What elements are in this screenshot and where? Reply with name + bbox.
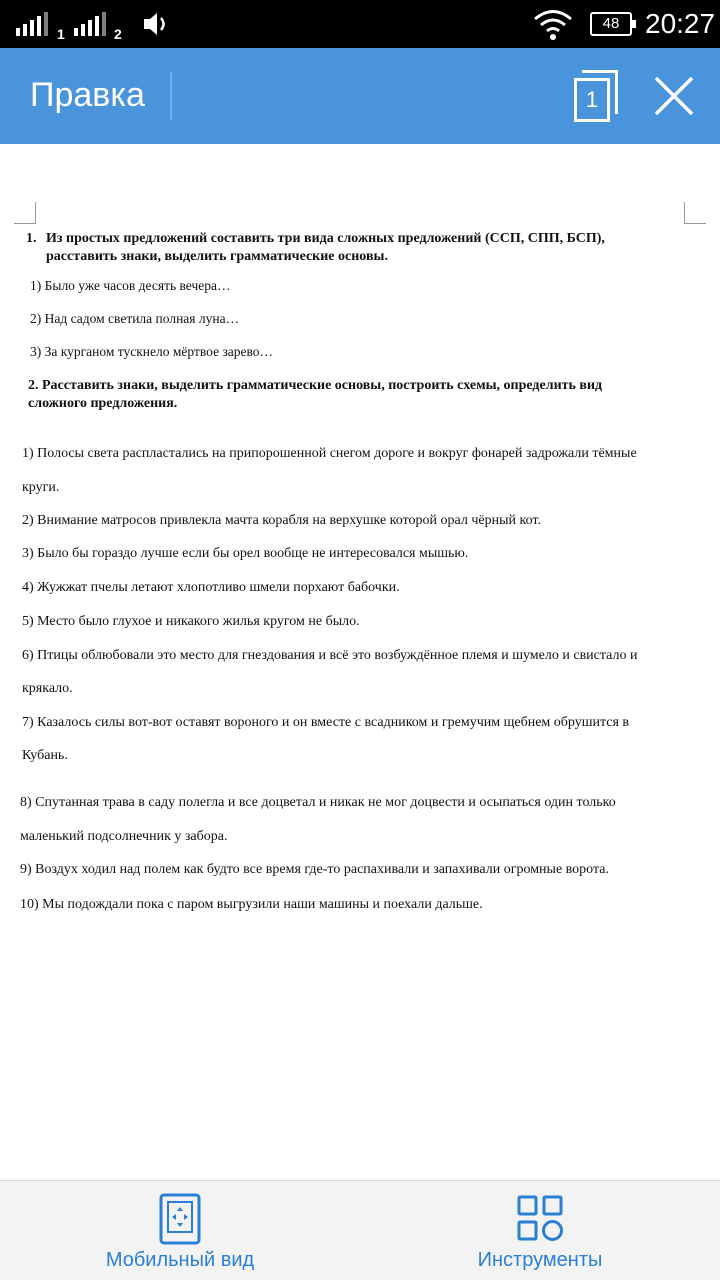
sim2-label: 2 xyxy=(114,26,122,42)
sentence: 3) Было бы гораздо лучше если бы орел вообще не интересовался мышью. xyxy=(22,546,469,561)
sentence: 3) За курганом тускнело мёртвое зарево… xyxy=(30,344,274,359)
sim1-label: 1 xyxy=(57,26,65,42)
status-bar xyxy=(0,0,720,48)
sentence: 10) Мы подождали пока с паром выгрузили наши машины и поехали дальше. xyxy=(20,897,483,912)
page-count: 1 xyxy=(574,78,610,122)
title-divider xyxy=(170,72,172,120)
task1-heading: 1. Из простых предложений составить три вида сложных предложений (ССП, СПП, БСП), расставить знаки, выделить грамматические основы. xyxy=(26,231,605,264)
sentence: 8) Спутанная трава в саду полегла и все доцветал и никак не мог доцвести и осыпаться один только xyxy=(20,795,616,810)
sentence: 6) Птицы облюбовали это место для гнездования и всё это возбуждённое племя и шумело и свистало и xyxy=(22,648,638,663)
page-title: Правка xyxy=(30,76,145,114)
signal-icon xyxy=(16,12,48,36)
tools-label: Инструменты xyxy=(477,1249,603,1271)
wifi-icon xyxy=(532,8,574,42)
close-icon[interactable] xyxy=(652,74,696,118)
sentence: 5) Место было глухое и никакого жилья кругом не было. xyxy=(22,614,360,629)
sentence: крякало. xyxy=(22,681,73,696)
sentence: 4) Жужжат пчелы летают хлопотливо шмели порхают бабочки. xyxy=(22,580,400,595)
mobile-view-icon xyxy=(157,1193,203,1245)
sentence: 9) Воздух ходил над полем как будто все время где-то распахивали и запахивали огромные ворота. xyxy=(20,862,609,877)
sentence: 1) Было уже часов десять вечера… xyxy=(30,278,231,293)
volume-icon xyxy=(142,10,172,38)
sentence: 1) Полосы света распластались на припорошенной снегом дороге и вокруг фонарей задрожали тёмные xyxy=(22,446,637,461)
sentence: 2) Над садом светила полная луна… xyxy=(30,311,240,326)
sentence: Кубань. xyxy=(22,748,68,763)
tools-button[interactable] xyxy=(360,1181,720,1280)
app-bar xyxy=(0,48,720,144)
tools-icon xyxy=(517,1193,563,1245)
battery-icon: 48 xyxy=(590,12,632,36)
pages-button[interactable] xyxy=(570,70,624,124)
clock: 20:27 xyxy=(645,8,716,39)
bottom-toolbar xyxy=(0,1180,720,1280)
document-view[interactable] xyxy=(0,144,720,1180)
sentence: 2) Внимание матросов привлекла мачта корабля на верхушке которой орал чёрный кот. xyxy=(22,513,541,528)
mobile-view-button[interactable] xyxy=(0,1181,360,1280)
sentence: круги. xyxy=(22,480,60,495)
sentence: маленький подсолнечник у забора. xyxy=(20,829,228,844)
signal-icon xyxy=(74,12,106,36)
mobile-view-label: Мобильный вид xyxy=(105,1249,255,1271)
page-corner-mark xyxy=(684,202,706,224)
page-corner-mark xyxy=(14,202,36,224)
sentence: 7) Казалось силы вот-вот оставят вороного и он вместе с всадником и гремучим щебнем обрушится в xyxy=(22,715,630,730)
task2-heading: 2. Расставить знаки, выделить грамматические основы, построить схемы, определить вид сложного предложения. xyxy=(28,378,603,411)
